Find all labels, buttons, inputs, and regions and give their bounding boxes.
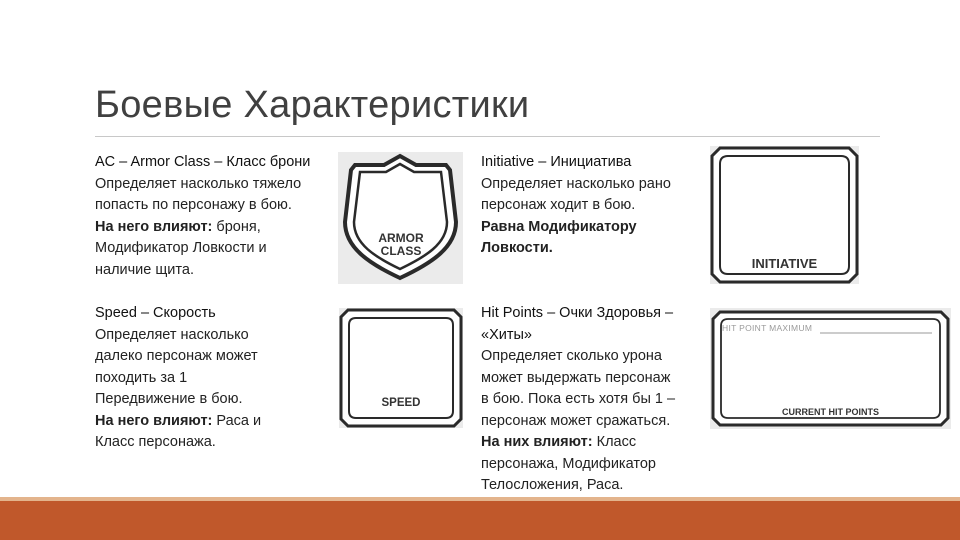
armor-class-influence-line: Модификатор Ловкости и [95, 240, 267, 256]
hit-point-maximum-label: HIT POINT MAXIMUM [722, 323, 813, 333]
speed-desc-line: Определяет насколько [95, 326, 249, 343]
hit-points-heading: Hit Points – Очки Здоровья – [481, 305, 674, 321]
initiative-card [710, 146, 859, 284]
hit-points-card [710, 308, 951, 429]
shield-icon [338, 152, 463, 284]
speed-desc-line: далеко персонаж может [95, 348, 258, 364]
hit-points-influence-line: Телосложения, Раса. [481, 477, 624, 493]
armor-class-influence-line: наличие щита. [95, 261, 194, 278]
armor-class-card-label: ARMOR [378, 231, 424, 245]
slide-title: Боевые Характеристики [95, 84, 530, 126]
hit-points-heading: «Хиты» [481, 326, 532, 343]
speed-text [95, 303, 261, 454]
title-divider [95, 136, 880, 137]
armor-class-desc-line: Определяет насколько тяжело [95, 175, 302, 192]
armor-class-influence: броня, [212, 218, 261, 235]
current-hit-points-label: CURRENT HIT POINTS [781, 407, 879, 417]
initiative-desc-line: персонаж ходит в бою. [481, 197, 636, 213]
armor-class-text [95, 152, 310, 281]
armor-class-card-label: CLASS [380, 244, 422, 258]
hit-points-desc-line: персонаж может сражаться. [481, 412, 671, 429]
armor-class-influence-label: На него влияют: [95, 218, 213, 235]
speed-heading: Speed – Скорость [95, 305, 216, 321]
hit-points-influence-line: персонажа, Модификатор [481, 455, 656, 472]
hit-points-influence: Класс [592, 434, 637, 450]
initiative-heading: Initiative – Инициатива [481, 154, 632, 170]
initiative-rule-line: Равна Модификатору [481, 218, 637, 235]
speed-desc-line: походить за 1 [95, 369, 188, 386]
hit-points-text [481, 303, 675, 497]
armor-class-heading: AC – Armor Class – Класс брони [95, 154, 311, 170]
speed-influence-line: Класс персонажа. [95, 434, 216, 450]
speed-card-label: SPEED [381, 397, 421, 409]
armor-class-card [338, 152, 463, 284]
initiative-rule-line: Ловкости. [481, 240, 553, 256]
initiative-card-label: INITIATIVE [751, 256, 818, 271]
speed-influence: Раса и [212, 412, 262, 429]
hit-points-desc-line: может выдержать персонаж [481, 369, 671, 386]
hit-points-desc-line: в бою. Пока есть хотя бы 1 – [481, 391, 676, 407]
armor-class-desc-line: попасть по персонажу в бою. [95, 197, 292, 213]
speed-desc-line: Передвижение в бою. [95, 391, 243, 407]
hit-points-desc-line: Определяет сколько урона [481, 348, 662, 364]
footer-bar [0, 501, 960, 540]
initiative-desc-line: Определяет насколько рано [481, 175, 671, 192]
speed-card [339, 308, 463, 428]
initiative-text [481, 152, 671, 260]
speed-influence-label: На него влияют: [95, 412, 213, 429]
speed-frame-icon [339, 308, 463, 428]
hit-points-influence-label: На них влияют: [481, 434, 593, 450]
